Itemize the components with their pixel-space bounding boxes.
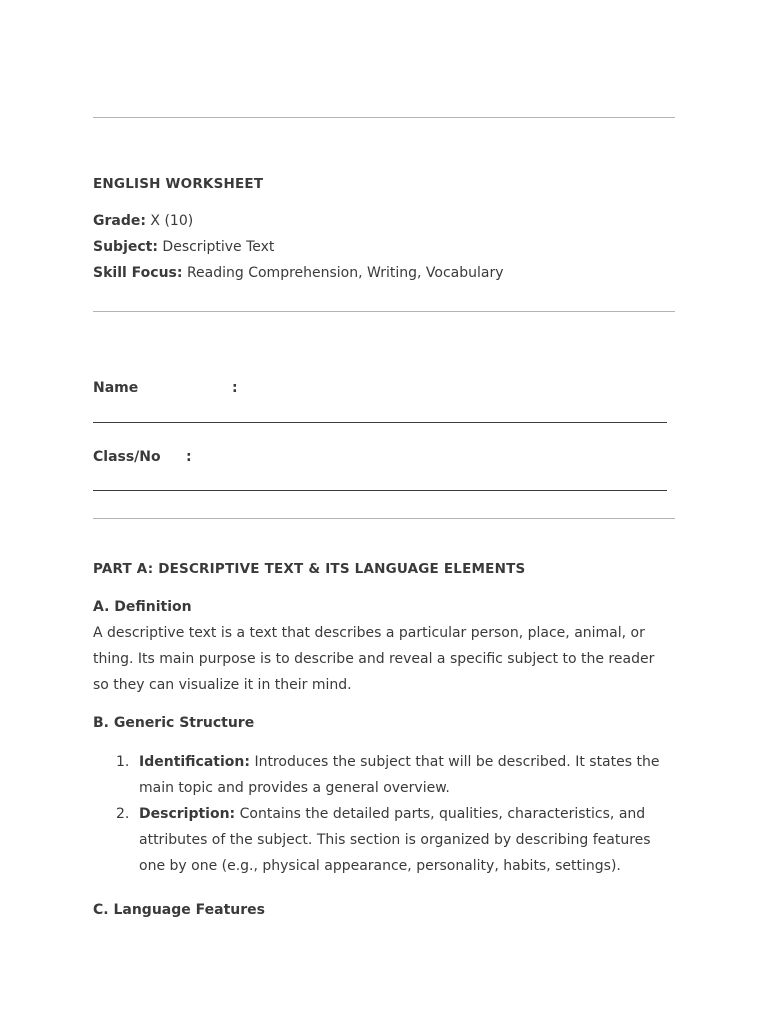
subject-label: Subject: xyxy=(93,239,158,255)
header-divider xyxy=(93,311,675,312)
part-a-title: PART A: DESCRIPTIVE TEXT & ITS LANGUAGE ELEMENTS xyxy=(93,561,526,577)
name-colon: : xyxy=(232,380,238,396)
language-features-heading: C. Language Features xyxy=(93,902,265,918)
name-field[interactable] xyxy=(93,422,667,423)
list-item-term: Description: xyxy=(139,806,236,822)
skill-focus-label: Skill Focus: xyxy=(93,265,183,281)
list-item xyxy=(93,749,675,801)
definition-text: A descriptive text is a text that describes a particular person, place, animal, or thing. Its main purpose is to describe and reveal a specific subject to the reader so they can visualize it in their mind. xyxy=(93,625,655,693)
name-label: Name xyxy=(93,380,139,396)
generic-structure-heading: B. Generic Structure xyxy=(93,715,255,731)
generic-structure-list xyxy=(93,749,675,879)
class-no-colon: : xyxy=(186,449,192,465)
list-item-description: Contains the detailed parts, qualities, characteristics, and attributes of the subject. This section is organized by describing features one by one (e.g., physical appearance, personality, habits, settings). xyxy=(139,806,651,874)
top-divider xyxy=(93,117,675,118)
grade-line xyxy=(93,208,193,234)
worksheet-title: ENGLISH WORKSHEET xyxy=(93,176,264,192)
grade-value: X (10) xyxy=(150,213,194,229)
skill-focus-line xyxy=(93,260,504,286)
subject-line xyxy=(93,234,274,260)
list-item-number: 2. xyxy=(116,806,130,822)
fields-divider xyxy=(93,518,675,519)
list-item-number: 1. xyxy=(116,754,130,770)
skill-focus-value: Reading Comprehension, Writing, Vocabulary xyxy=(186,265,504,281)
list-item-description: Introduces the subject that will be described. It states the main topic and provides a general overview. xyxy=(139,754,660,796)
grade-label: Grade: xyxy=(93,213,146,229)
list-item-term: Identification: xyxy=(139,754,250,770)
class-no-field[interactable] xyxy=(93,490,667,491)
definition-heading: A. Definition xyxy=(93,599,192,615)
class-no-label: Class/No xyxy=(93,449,161,465)
list-item xyxy=(93,801,675,879)
subject-value: Descriptive Text xyxy=(162,239,275,255)
